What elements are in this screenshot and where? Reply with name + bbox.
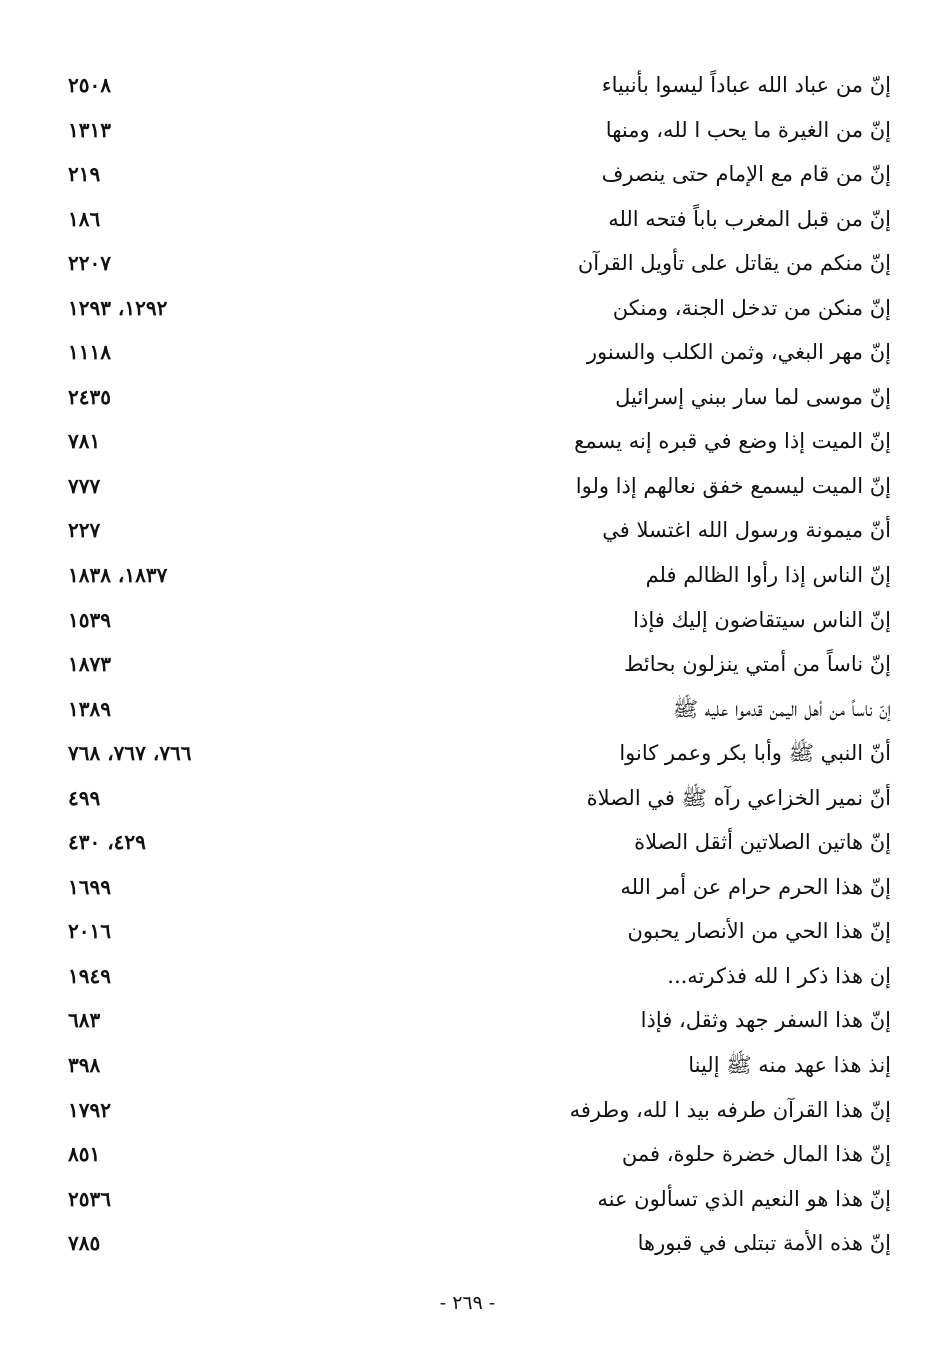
entry-text: إنّ الناس إذا رأوا الظالم فلم	[645, 563, 891, 588]
entry-reference-numbers: ٤٩٩	[68, 785, 101, 810]
entry-text: إن هذا ذكر ا لله فذكرته...	[667, 963, 891, 988]
index-entry	[0, 1133, 935, 1178]
entry-reference-numbers: ٣٩٨	[68, 1053, 101, 1078]
index-entry	[0, 599, 935, 644]
index-entry	[0, 420, 935, 465]
entry-text: إنّ الميت إذا وضع في قبره إنه يسمع	[574, 429, 891, 454]
entry-text: إنّ منكن من تدخل الجنة، ومنكن	[612, 295, 891, 320]
index-entry	[0, 688, 935, 733]
entry-text: إنّ ناساً من أهل اليمن قدموا عليه ﷺ	[672, 696, 891, 721]
entry-text: أنّ ميمونة ورسول الله اغتسلا في	[602, 518, 891, 543]
entry-reference-numbers: ٢٤٣٥	[68, 384, 111, 409]
entry-text: أنّ نمير الخزاعي رآه ﷺ في الصلاة	[586, 785, 891, 810]
entry-reference-numbers: ٧٨١	[68, 429, 101, 454]
entry-reference-numbers: ٢٥٣٦	[68, 1186, 111, 1211]
entry-reference-numbers: ١١١٨	[68, 340, 111, 365]
index-entry	[0, 1089, 935, 1134]
entry-reference-numbers: ٨٥١	[68, 1142, 101, 1167]
index-entry	[0, 287, 935, 332]
index-entry	[0, 64, 935, 109]
entry-text: إنذ هذا عهد منه ﷺ إلينا	[688, 1053, 891, 1078]
entry-text: إنّ هذا السفر جهد وثقل، فإذا	[640, 1008, 891, 1033]
index-entry	[0, 1044, 935, 1089]
entry-reference-numbers: ١٩٤٩	[68, 963, 111, 988]
entry-reference-numbers: ٢١٩	[68, 162, 101, 187]
index-entry	[0, 643, 935, 688]
entry-reference-numbers: ١٨٦	[68, 206, 101, 231]
index-entry	[0, 242, 935, 287]
entry-reference-numbers: ٧٦٦، ٧٦٧، ٧٦٨	[68, 741, 192, 766]
index-entry	[0, 509, 935, 554]
entry-reference-numbers: ١٧٩٢	[68, 1097, 111, 1122]
entry-text: إنّ من الغيرة ما يحب ا لله، ومنها	[605, 117, 891, 142]
entry-reference-numbers: ١٨٣٧، ١٨٣٨	[68, 563, 168, 588]
entry-reference-numbers: ٢٥٠٨	[68, 73, 111, 97]
page-number: - ٢٦٩ -	[439, 1292, 496, 1314]
entry-text: إنّ هذا الحي من الأنصار يحبون	[627, 919, 891, 944]
index-entry	[0, 910, 935, 955]
index-entry	[0, 821, 935, 866]
entry-reference-numbers: ٢٢٧	[68, 518, 101, 543]
entry-text: إنّ الناس سيتقاضون إليك فإذا	[633, 607, 891, 632]
entry-reference-numbers: ١٦٩٩	[68, 874, 111, 899]
entry-text: إنّ من قام مع الإمام حتى ينصرف	[601, 162, 891, 187]
entry-text: إنّ هذا القرآن طرفه بيد ا لله، وطرفه	[569, 1097, 891, 1122]
entry-reference-numbers: ١٢٩٢، ١٢٩٣	[68, 295, 168, 320]
entry-text: إنّ من قبل المغرب باباً فتحه الله	[608, 206, 891, 231]
index-entry	[0, 1222, 935, 1267]
entry-reference-numbers: ٢٢٠٧	[68, 251, 111, 276]
hadith-index-list	[0, 64, 935, 1267]
entry-reference-numbers: ٤٢٩، ٤٣٠	[68, 830, 146, 855]
index-entry	[0, 198, 935, 243]
entry-reference-numbers: ١٨٧٣	[68, 652, 111, 677]
entry-text: إنّ من عباد الله عباداً ليسوا بأنبياء	[601, 73, 891, 97]
entry-text: إنّ موسى لما سار ببني إسرائيل	[615, 384, 891, 409]
index-entry	[0, 1178, 935, 1223]
entry-reference-numbers: ١٣٨٩	[68, 696, 111, 721]
entry-text: إنّ هاتين الصلاتين أثقل الصلاة	[634, 830, 891, 855]
index-entry	[0, 955, 935, 1000]
index-entry	[0, 866, 935, 911]
entry-reference-numbers: ٦٨٣	[68, 1008, 101, 1033]
entry-text: إنّ ناساً من أمتي ينزلون بحائط	[623, 652, 891, 677]
entry-text: إنّ مهر البغي، وثمن الكلب والسنور	[586, 340, 891, 365]
entry-reference-numbers: ٧٧٧	[68, 473, 101, 498]
index-entry	[0, 465, 935, 510]
entry-reference-numbers: ٢٠١٦	[68, 919, 111, 944]
entry-text: إنّ الميت ليسمع خفق نعالهم إذا ولوا	[575, 473, 891, 498]
entry-reference-numbers: ١٣١٣	[68, 117, 111, 142]
index-entry	[0, 732, 935, 777]
entry-reference-numbers: ٧٨٥	[68, 1231, 101, 1256]
entry-text: إنّ هذا هو النعيم الذي تسألون عنه	[597, 1186, 891, 1211]
index-entry	[0, 331, 935, 376]
entry-text: أنّ النبي ﷺ وأبا بكر وعمر كانوا	[619, 741, 891, 766]
entry-text: إنّ هذه الأمة تبتلى في قبورها	[637, 1231, 891, 1256]
index-entry	[0, 153, 935, 198]
index-entry	[0, 554, 935, 599]
index-entry	[0, 376, 935, 421]
index-entry	[0, 109, 935, 154]
entry-reference-numbers: ١٥٣٩	[68, 607, 111, 632]
entry-text: إنّ منكم من يقاتل على تأويل القرآن	[577, 251, 891, 276]
entry-text: إنّ هذا الحرم حرام عن أمر الله	[620, 874, 891, 899]
index-entry	[0, 999, 935, 1044]
index-entry	[0, 777, 935, 822]
entry-text: إنّ هذا المال خضرة حلوة، فمن	[621, 1142, 891, 1167]
